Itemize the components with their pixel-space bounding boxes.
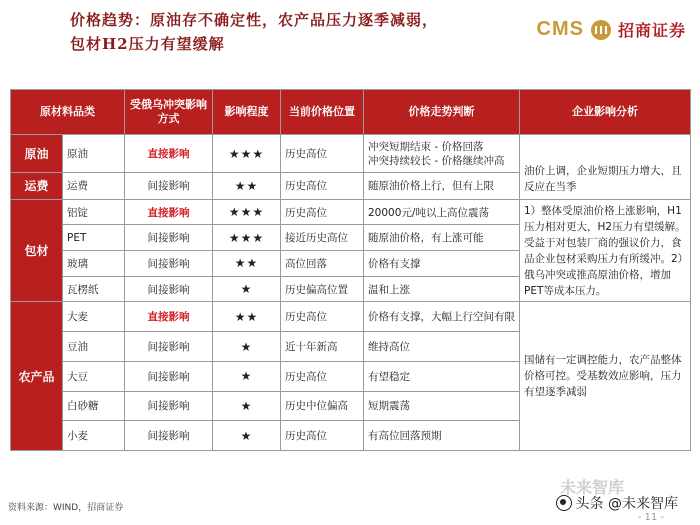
price-cell: 历史中位偏高 — [281, 391, 364, 421]
table-row — [11, 135, 691, 173]
header-impact-mode: 受俄乌冲突影响方式 — [125, 90, 213, 135]
raw-material-table — [10, 89, 690, 451]
stars-cell: ★★ — [213, 251, 281, 277]
impact-cell: 直接影响 — [125, 135, 213, 173]
trend-cell: 有望稳定 — [364, 361, 520, 391]
category-agri: 农产品 — [11, 302, 63, 451]
impact-cell: 间接影响 — [125, 421, 213, 451]
price-cell: 高位回落 — [281, 251, 364, 277]
page-title-line-1: 价格趋势：原油存不确定性，农产品压力逐季减弱， — [70, 11, 439, 29]
stars-cell: ★★ — [213, 302, 281, 332]
trend-cell: 价格有支撑 — [364, 251, 520, 277]
material-cell: 大豆 — [63, 361, 125, 391]
header-category: 原材料品类 — [11, 90, 125, 135]
source-note: 资料来源：WIND，招商证券 — [8, 503, 124, 513]
material-cell: 运费 — [63, 173, 125, 200]
analysis-agri: 国储有一定调控能力，农产品整体价格可控。受基数效应影响，压力有望逐季减弱 — [520, 302, 691, 451]
price-cell: 近十年新高 — [281, 332, 364, 362]
impact-cell: 直接影响 — [125, 302, 213, 332]
impact-cell: 间接影响 — [125, 332, 213, 362]
watermark-text: 未来智库 — [560, 478, 625, 497]
price-cell: 历史高位 — [281, 199, 364, 225]
trend-cell: 价格有支撑，大幅上行空间有限 — [364, 302, 520, 332]
material-cell: 玻璃 — [63, 251, 125, 277]
price-cell: 历史高位 — [281, 361, 364, 391]
stars-cell: ★★ — [213, 173, 281, 200]
stars-cell: ★★★ — [213, 199, 281, 225]
logo-cn-text: 招商证券 — [617, 21, 686, 40]
trend-cell: 温和上涨 — [364, 276, 520, 302]
price-cell: 历史高位 — [281, 302, 364, 332]
material-cell: 大麦 — [63, 302, 125, 332]
material-cell: 原油 — [63, 135, 125, 173]
header-analysis: 企业影响分析 — [520, 90, 691, 135]
trend-cell: 20000元/吨以上高位震荡 — [364, 199, 520, 225]
price-cell: 接近历史高位 — [281, 225, 364, 251]
header-trend: 价格走势判断 — [364, 90, 520, 135]
material-cell: 瓦楞纸 — [63, 276, 125, 302]
camera-lens-icon — [556, 495, 572, 511]
stars-cell: ★ — [213, 421, 281, 451]
table-row — [11, 199, 691, 225]
material-cell: PET — [63, 225, 125, 251]
header-price-position: 当前价格位置 — [281, 90, 364, 135]
toutiao-credit-text: 头条 @未来智库 — [575, 496, 678, 512]
logo-emblem-icon — [590, 19, 612, 41]
page-title — [70, 8, 490, 56]
impact-cell: 间接影响 — [125, 225, 213, 251]
category-freight: 运费 — [11, 173, 63, 200]
category-crude: 原油 — [11, 135, 63, 173]
page-title-line-2: 包材H2压力有望缓解 — [70, 35, 225, 53]
impact-cell: 间接影响 — [125, 251, 213, 277]
trend-cell: 随原油价格上行，但有上限 — [364, 173, 520, 200]
analysis-packaging: 1）整体受原油价格上涨影响，H1压力相对更大，H2压力有望缓解。受益于对包装厂商的强议价力，食品企业包材采购压力有所缓冲。2）俄乌冲突或推高原油价格，增加PET等成本压力。 — [520, 199, 691, 302]
stars-cell: ★★★ — [213, 135, 281, 173]
toutiao-credit — [556, 493, 678, 513]
category-packaging: 包材 — [11, 199, 63, 302]
stars-cell: ★ — [213, 361, 281, 391]
trend-cell: 维持高位 — [364, 332, 520, 362]
logo-cms-text: CMS — [536, 18, 584, 40]
impact-cell: 间接影响 — [125, 391, 213, 421]
table-header-row — [11, 90, 691, 135]
stars-cell: ★ — [213, 276, 281, 302]
material-cell: 小麦 — [63, 421, 125, 451]
impact-cell: 间接影响 — [125, 173, 213, 200]
analysis-crude-freight: 油价上调，企业短期压力增大，且反应在当季 — [520, 135, 691, 200]
table-row — [11, 302, 691, 332]
material-cell: 铝锭 — [63, 199, 125, 225]
trend-cell: 冲突短期结束 - 价格回落 冲突持续较长 - 价格继续冲高 — [364, 135, 520, 173]
price-cell: 历史高位 — [281, 173, 364, 200]
material-cell: 豆油 — [63, 332, 125, 362]
stars-cell: ★ — [213, 391, 281, 421]
page-number: - 11 - — [637, 512, 664, 523]
material-cell: 白砂糖 — [63, 391, 125, 421]
trend-cell: 随原油价格，有上涨可能 — [364, 225, 520, 251]
stars-cell: ★ — [213, 332, 281, 362]
trend-cell: 短期震荡 — [364, 391, 520, 421]
brand-logo — [537, 18, 686, 41]
impact-cell: 直接影响 — [125, 199, 213, 225]
price-cell: 历史高位 — [281, 421, 364, 451]
stars-cell: ★★★ — [213, 225, 281, 251]
price-cell: 历史高位 — [281, 135, 364, 173]
header-impact-level: 影响程度 — [213, 90, 281, 135]
price-cell: 历史偏高位置 — [281, 276, 364, 302]
trend-cell: 有高位回落预期 — [364, 421, 520, 451]
impact-cell: 间接影响 — [125, 276, 213, 302]
impact-cell: 间接影响 — [125, 361, 213, 391]
